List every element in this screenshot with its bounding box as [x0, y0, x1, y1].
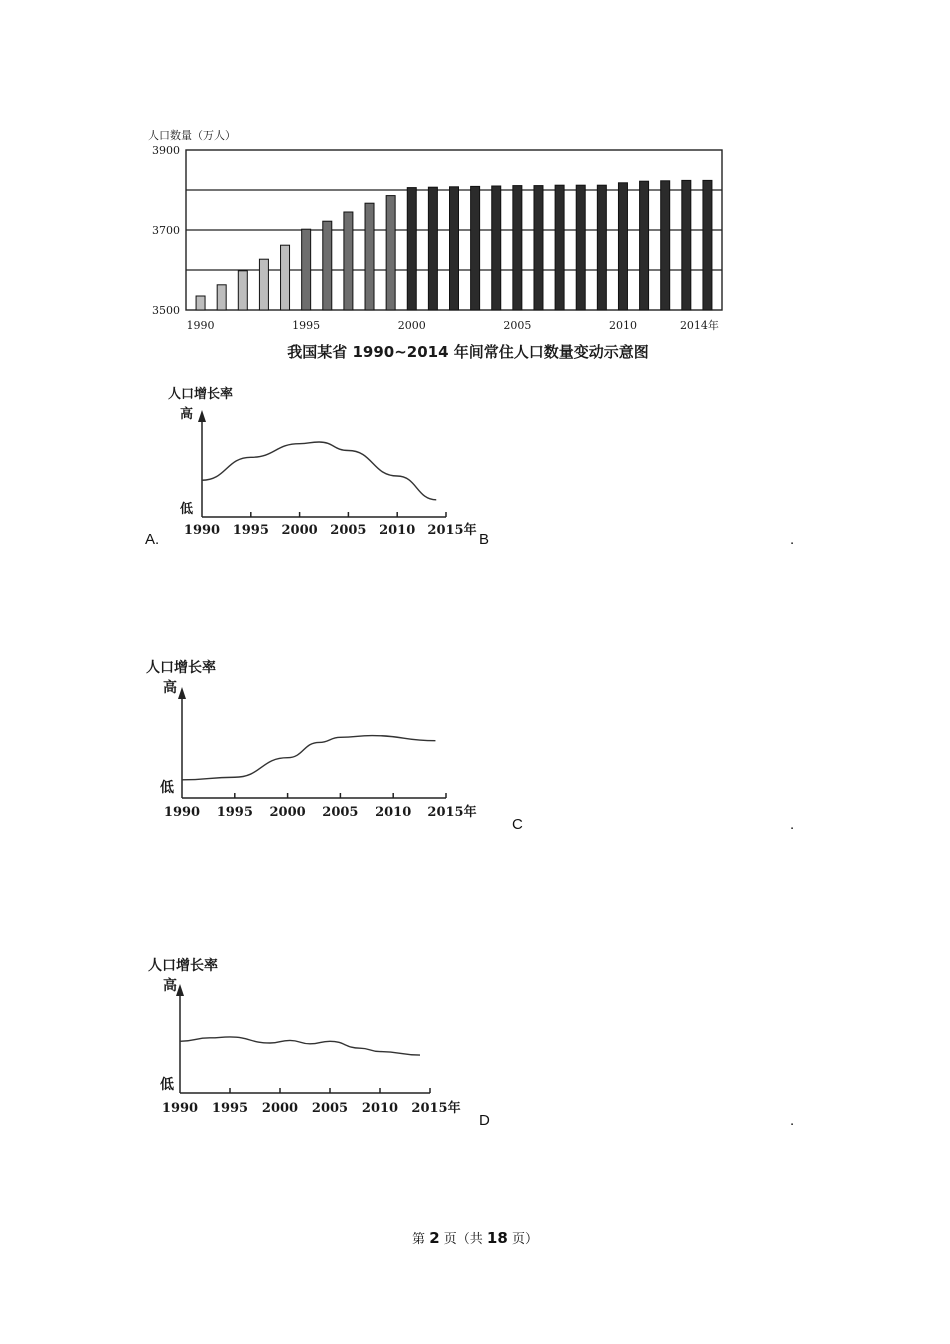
option-a-series-line: [202, 442, 436, 500]
bar-y-tick-label: 3900: [152, 144, 180, 157]
x-tick-label: 2010: [361, 1101, 399, 1116]
x-tick-label: 2000: [261, 1101, 299, 1116]
bar-1990: [196, 296, 205, 310]
footer-suffix: 页）: [511, 1232, 538, 1247]
option-a-end-dot: .: [790, 531, 795, 548]
footer-page-number: 2: [429, 1229, 440, 1247]
bar-2012: [661, 181, 670, 310]
bar-1991: [217, 285, 226, 310]
x-tick-label: 1990: [161, 1101, 199, 1116]
bar-x-tick-label: 1995: [292, 319, 321, 332]
bar-y-tick-label: 3700: [152, 224, 180, 237]
footer-prefix: 第: [412, 1232, 426, 1247]
footer-middle: 页（共: [443, 1232, 483, 1247]
bar-x-tick-label: 2014年: [679, 319, 719, 332]
option-a-axes: [198, 410, 446, 517]
bar-y-tick-label: 3500: [152, 304, 180, 317]
bar-1994: [281, 245, 290, 310]
option-c-chart: [130, 650, 500, 835]
bar-2003: [471, 186, 480, 310]
x-tick-label: 1990: [183, 523, 221, 538]
x-tick-label: 1995: [211, 1101, 249, 1116]
option-a-letter: A.: [145, 531, 160, 548]
x-tick-label: 1995: [232, 523, 269, 538]
bar-x-tick-label: 2010: [608, 319, 637, 332]
bar-2004: [492, 186, 501, 310]
option-c-y-high: 高: [163, 680, 177, 696]
bar-2002: [450, 187, 459, 310]
option-a-chart: [150, 380, 500, 550]
option-c-axes: [178, 687, 446, 798]
x-tick-label: 2015年: [427, 805, 477, 820]
x-tick-label: 2010: [379, 523, 416, 538]
bar-2011: [640, 181, 649, 310]
footer-total-pages: 18: [486, 1229, 508, 1247]
option-a-y-low: 低: [180, 502, 194, 517]
bar-chart-ylabel: 人口数量（万人）: [148, 129, 236, 142]
x-tick-label: 2015年: [427, 523, 477, 538]
x-tick-label: 1990: [163, 805, 201, 820]
option-c-ylabel: 人口增长率: [146, 660, 216, 676]
x-tick-label: 2000: [269, 805, 306, 820]
option-b-letter: B: [479, 531, 490, 548]
bar-2005: [513, 186, 522, 310]
population-bar-chart: [0, 0, 950, 380]
bar-2000: [407, 188, 416, 310]
bar-1993: [259, 259, 268, 310]
page-footer: [0, 1228, 950, 1247]
option-d-ylabel: 人口增长率: [148, 958, 218, 974]
bar-1997: [344, 212, 353, 310]
option-c-series-line: [182, 736, 435, 780]
bar-1992: [238, 271, 247, 310]
bar-1999: [386, 196, 395, 310]
bar-2008: [576, 185, 585, 310]
x-tick-label: 2005: [311, 1101, 349, 1116]
bar-2006: [534, 186, 543, 310]
x-tick-label: 2015年: [411, 1101, 461, 1116]
bar-chart-y-ticks: [152, 144, 180, 317]
bar-chart-title: 我国某省 1990~2014 年间常住人口数量变动示意图: [287, 343, 649, 361]
option-d-chart: [130, 950, 500, 1130]
bar-2001: [428, 187, 437, 310]
option-a-ylabel: 人口增长率: [168, 387, 234, 402]
bar-chart-x-ticks: [187, 318, 719, 332]
option-a-y-high: 高: [180, 407, 194, 422]
bar-1998: [365, 203, 374, 310]
option-c-end-dot: .: [790, 816, 795, 833]
option-c-y-low: 低: [160, 780, 174, 796]
bar-x-tick-label: 2000: [397, 319, 426, 332]
x-tick-label: 2000: [281, 523, 318, 538]
option-d-axes: [176, 984, 430, 1093]
x-tick-label: 2010: [375, 805, 412, 820]
option-d-series-line: [180, 1037, 420, 1055]
bar-2009: [597, 185, 606, 310]
x-tick-label: 1995: [216, 805, 253, 820]
bar-1996: [323, 221, 332, 310]
bar-2013: [682, 180, 691, 310]
bar-2014: [703, 180, 712, 310]
option-d-end-dot: .: [790, 1112, 795, 1129]
option-d-y-high: 高: [163, 978, 177, 994]
bar-2007: [555, 185, 564, 310]
x-tick-label: 2005: [330, 523, 367, 538]
bar-x-tick-label: 1990: [186, 319, 215, 332]
option-c-letter: C: [512, 816, 523, 833]
option-d-y-low: 低: [160, 1077, 174, 1093]
option-d-letter: D: [479, 1112, 490, 1129]
bar-2010: [618, 183, 627, 310]
bar-x-tick-label: 2005: [503, 319, 532, 332]
bar-chart-bars: [196, 180, 712, 310]
bar-1995: [302, 229, 311, 310]
x-tick-label: 2005: [322, 805, 359, 820]
